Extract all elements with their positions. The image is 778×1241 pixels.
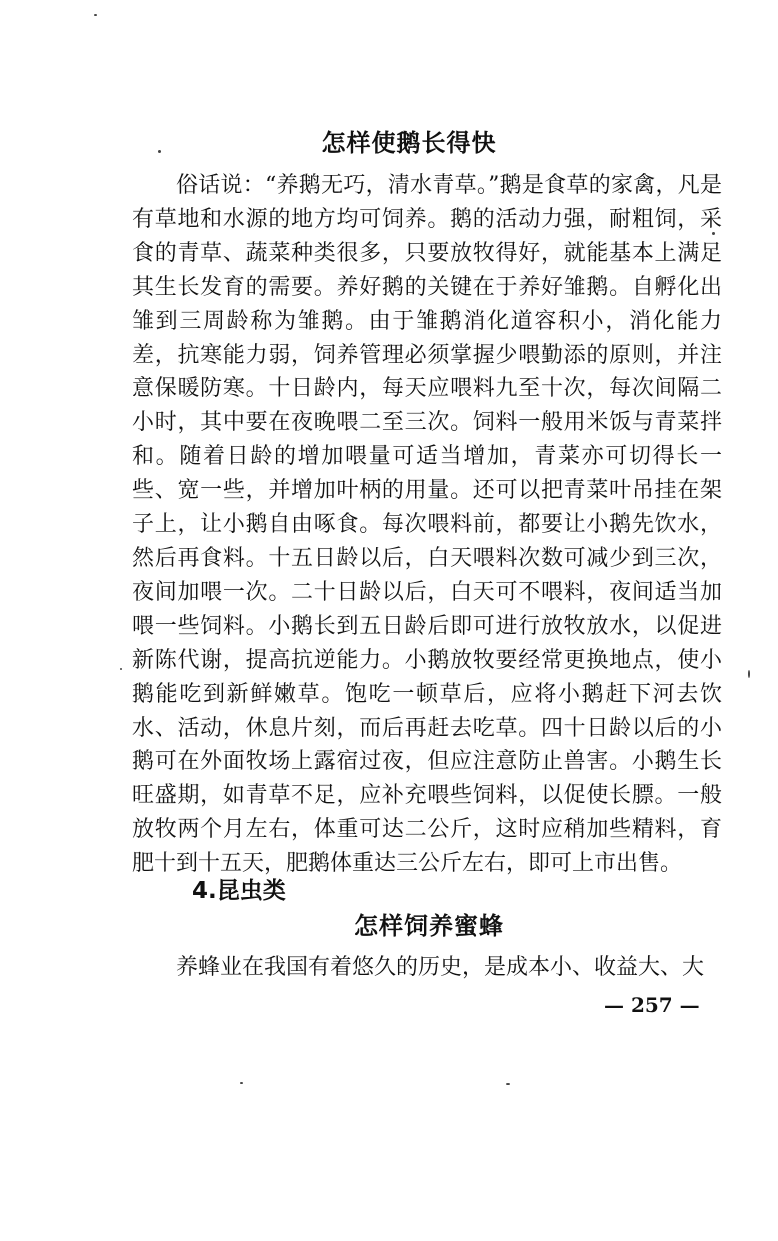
section-heading: 4.昆虫类 (192, 878, 286, 904)
article-body-2 (132, 951, 722, 985)
body-paragraph-2: 养蜂业在我国有着悠久的历史，是成本小、收益大、大 (176, 955, 705, 980)
scan-speck (712, 232, 715, 235)
article-title: 怎样使鹅长得快 (321, 128, 497, 157)
article-body (132, 169, 722, 881)
article-title-2: 怎样饲养蜜蜂 (354, 911, 504, 940)
page-number: — 257 — (604, 993, 700, 1017)
scan-speck (506, 1083, 510, 1085)
scan-speck (240, 1082, 243, 1084)
scan-speck (158, 150, 161, 153)
body-paragraph: 俗话说：“养鹅无巧，清水青草。”鹅是食草的家禽，凡是有草地和水源的地方均可饲养。鹅的活动力强，耐粗饲，采食的青草、蔬菜种类很多，只要放牧得好，就能基本上满足其生长发育的需要。养好鹅的关键在于养好雏鹅。自孵化出雏到三周龄称为雏鹅。由于雏鹅消化道容积小，消化能力差，抗寒能力弱，饲养管理必须掌握少喂勤添的原则，并注意保暖防寒。十日龄内，每天应喂料九至十次，每次间隔二小时，其中要在夜晚喂二至三次。饲料一般用米饭与青菜拌和。随着日龄的增加喂量可适当增加，青菜亦可切得长一些、宽一些，并增加叶柄的用量。还可以把青菜叶吊挂在架子上，让小鹅自由啄食。每次喂料前，都要让小鹅先饮水，然后再食料。十五日龄以后，白天喂料次数可减少到三次，夜间加喂一次。二十日龄以后，白天可不喂料，夜间适当加喂一些饲料。小鹅长到五日龄后即可进行放牧放水，以促进新陈代谢，提高抗逆能力。小鹅放牧要经常更换地点，使小鹅能吃到新鲜嫩草。饱吃一顿草后，应将小鹅赶下河去饮水、活动，休息片刻，而后再赶去吃草。四十日龄以后的小鹅可在外面牧场上露宿过夜，但应注意防止兽害。小鹅生长旺盛期，如青草不足，应补充喂些饲料，以促使长膘。一般放牧两个月左右，体重可达二公斤，这时应稍加些精料，育肥十到十五天，肥鹅体重达三公斤左右，即可上市出售。 (132, 173, 722, 877)
scan-speck (748, 670, 750, 678)
scan-speck (120, 668, 122, 670)
scan-speck (94, 14, 97, 16)
